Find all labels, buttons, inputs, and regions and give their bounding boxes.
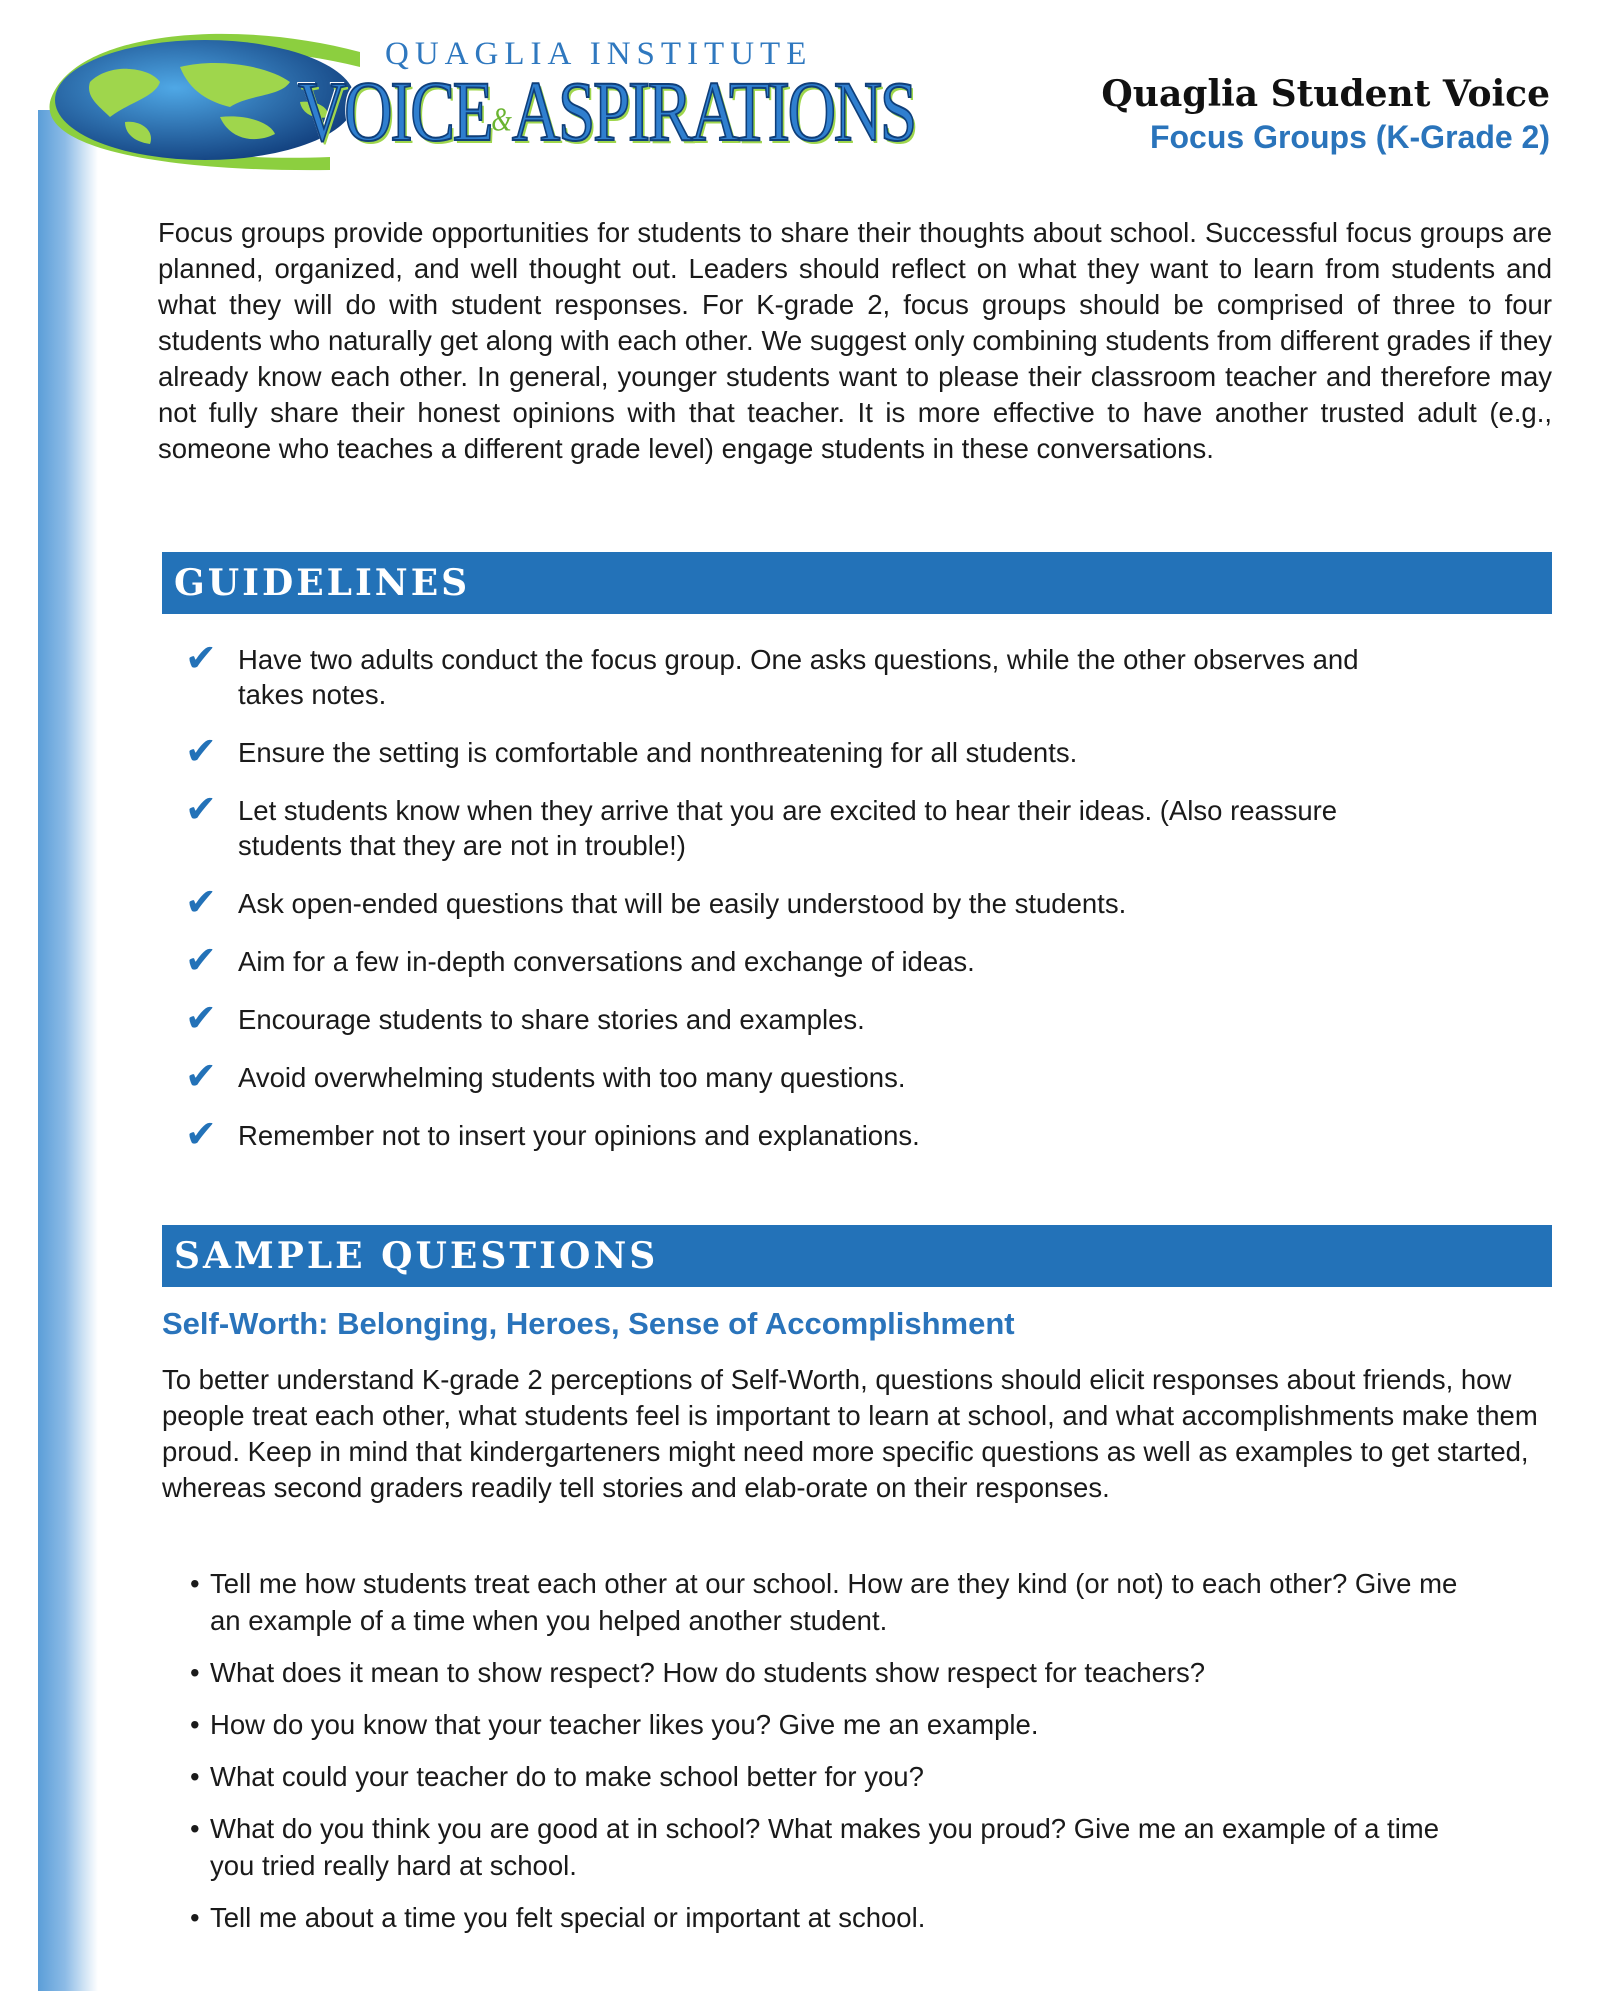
document-title: Quaglia Student Voice (1101, 73, 1550, 115)
guideline-item: ✔ Let students know when they arrive that you are excited to hear their ideas. (Also reassure students that they are not in trouble!) (185, 787, 1338, 861)
intro-paragraph: Focus groups provide opportunities for students to share their thoughts about school. Successful focus groups are planned, organized, and well thought out. Leaders should reflect on what they want to learn from students and what they will do with student responses. For K-grade 2, focus groups should be comprised of three to four students who naturally get along with each other. We suggest only combining students from different grades if they already know each other. In general, younger students want to please their classroom teacher and therefore may not fully share their honest opinions with that teacher. It is more effective to have another trusted adult (e.g., someone who teaches a different grade level) engage students in these conversations. (158, 217, 1552, 464)
bullet-icon: • (190, 1902, 200, 1933)
guideline-item: ✔ Ensure the setting is comfortable and nonthreatening for all students. (185, 729, 1078, 773)
left-accent-bar (38, 110, 98, 1991)
category-description: To better understand K-grade 2 perceptions of Self-Worth, questions should elicit responses about friends, how people treat each other, what students feel is important to learn at school, and what accomplishments make them proud. Keep in mind that kindergarteners might need more specific questions as well as examples to get started, whereas second graders readily tell stories and elab-orate on their responses. (162, 1364, 1538, 1503)
checkmark-icon: ✔ (185, 1112, 217, 1156)
question-item: • Tell me how students treat each other at our school. How are they kind (or not) to each other? Give me an example of a time when you helped another student. (190, 1565, 1490, 1639)
category-title: Self-Worth: Belonging, Heroes, Sense of Accomplishment (162, 1306, 1015, 1341)
question-item: • Tell me about a time you felt special or important at school. (190, 1899, 1490, 1936)
question-item: • How do you know that your teacher likes you? Give me an example. (190, 1706, 1490, 1743)
bullet-icon: • (190, 1813, 200, 1844)
guideline-item: ✔ Avoid overwhelming students with too many questions. (185, 1054, 906, 1098)
guidelines-heading: GUIDELINES (162, 552, 1552, 614)
checkmark-icon: ✔ (185, 1054, 217, 1098)
logo-institute-text: QUAGLIA INSTITUTE (385, 36, 813, 72)
checkmark-icon: ✔ (185, 996, 217, 1040)
checkmark-icon: ✔ (185, 938, 217, 982)
question-item: • What do you think you are good at in school? What makes you proud? Give me an example of a time you tried really hard at school. (190, 1810, 1490, 1884)
guideline-item: ✔ Aim for a few in-depth conversations and exchange of ideas. (185, 938, 975, 982)
document-header (1101, 72, 1550, 158)
question-item: • What does it mean to show respect? How do students show respect for teachers? (190, 1654, 1490, 1691)
guideline-item: ✔ Remember not to insert your opinions and explanations. (185, 1112, 920, 1156)
document-subtitle: Focus Groups (K-Grade 2) (1149, 119, 1550, 155)
bullet-icon: • (190, 1761, 200, 1792)
bullet-icon: • (190, 1709, 200, 1740)
questions-list (190, 1565, 1490, 1951)
guideline-item: ✔ Encourage students to share stories and examples. (185, 996, 865, 1040)
voice-aspirations-logo (30, 22, 950, 172)
question-item: • What could your teacher do to make school better for you? (190, 1758, 1490, 1795)
checkmark-icon: ✔ (185, 880, 217, 924)
sample-questions-heading: SAMPLE QUESTIONS (162, 1225, 1552, 1287)
checkmark-icon: ✔ (185, 729, 217, 773)
guideline-item: ✔ Ask open-ended questions that will be easily understood by the students. (185, 880, 1127, 924)
checkmark-icon: ✔ (185, 787, 217, 831)
bullet-icon: • (190, 1657, 200, 1688)
logo-main-text: VOICE&ASPIRATIONS (298, 63, 915, 159)
guidelines-list (185, 636, 1385, 1176)
checkmark-icon: ✔ (185, 636, 217, 680)
bullet-icon: • (190, 1568, 200, 1599)
guideline-item: ✔ Have two adults conduct the focus group. One asks questions, while the other observes and takes notes. (185, 636, 1359, 710)
